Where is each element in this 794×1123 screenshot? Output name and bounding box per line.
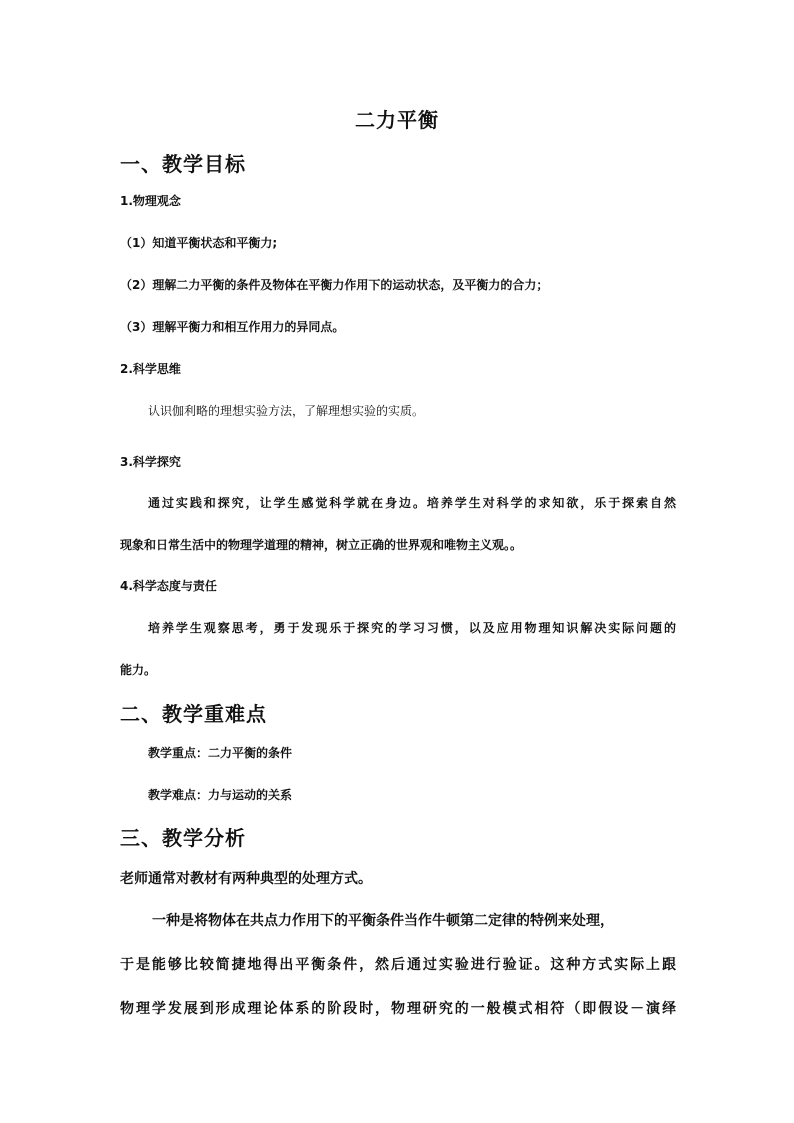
difficult-point-text: 教学难点：力与运动的关系 (148, 788, 293, 802)
subheading-scientific-thinking: 2.科学思维 (120, 362, 181, 376)
key-point-text: 教学重点：二力平衡的条件 (148, 746, 293, 760)
paragraph-scientific-thinking: 认识伽利略的理想实验方法，了解理想实验的实质。 (148, 404, 425, 418)
analysis-line-2: 于是能够比较简捷地得出平衡条件，然后通过实验进行验证。这种方式实际上跟 (120, 957, 676, 973)
list-item: （3）理解平衡力和相互作用力的异同点。 (120, 320, 345, 334)
section-heading-objectives: 一、教学目标 (120, 152, 246, 176)
paragraph-inquiry-line-1: 通过实践和探究，让学生感觉科学就在身边。培养学生对科学的求知欲，乐于探索自然 (148, 496, 676, 510)
subheading-physics-concept: 1.物理观念 (120, 194, 181, 208)
paragraph-inquiry-line-2: 现象和日常生活中的物理学道理的精神，树立正确的世界观和唯物主义观。。 (120, 538, 523, 552)
list-item: （1）知道平衡状态和平衡力; (120, 236, 278, 250)
list-item: （2）理解二力平衡的条件及物体在平衡力作用下的运动状态，及平衡力的合力； (120, 278, 549, 292)
analysis-line-1: 一种是将物体在共点力作用下的平衡条件当作牛顿第二定律的特例来处理， (152, 913, 614, 929)
section-heading-key-points: 二、教学重难点 (120, 702, 267, 726)
document-title: 二力平衡 (355, 108, 439, 132)
analysis-intro: 老师通常对教材有两种典型的处理方式。 (120, 871, 372, 887)
paragraph-attitude-line-2: 能力。 (120, 663, 157, 677)
paragraph-attitude-line-1: 培养学生观察思考，勇于发现乐于探究的学习习惯，以及应用物理知识解决实际问题的 (148, 621, 676, 635)
subheading-scientific-inquiry: 3.科学探究 (120, 455, 181, 469)
analysis-line-3: 物理学发展到形成理论体系的阶段时，物理研究的一般模式相符（即假设－演绎 (120, 1001, 676, 1017)
subheading-attitude-responsibility: 4.科学态度与责任 (120, 579, 217, 593)
section-heading-analysis: 三、教学分析 (120, 826, 246, 850)
